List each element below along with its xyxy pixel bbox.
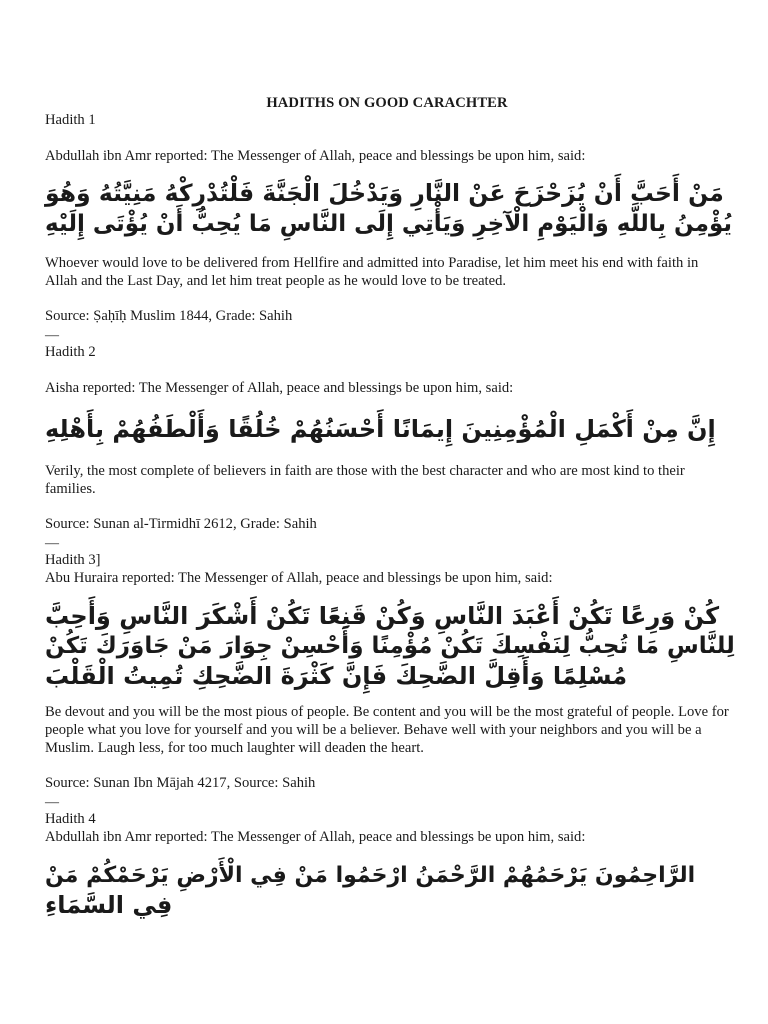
hadith-3-translation: Be devout and you will be the most pious of people. Be content and you will be the most grateful of people. Love for people what you love for yourself and you will be a believer. Behave well with your neighbors and you will be a Muslim. Laugh less, for too much laughter will deaden the heart.	[45, 704, 729, 756]
hadith-2-arabic-line-1: إِنَّ مِنْ أَكْمَلِ الْمُؤْمِنِينَ إِيمَانًا أَحْسَنُهُمْ خُلُقًا وَأَلْطَفُهُمْ بِأَهْلِهِ	[45, 415, 716, 443]
hadith-3-arabic-line-2: لِلنَّاسِ مَا تُحِبُّ لِنَفْسِكَ تَكُنْ مُؤْمِنًا وَأَحْسِنْ جِوَارَ مَنْ جَاوَرَكَ تَكُنْ	[45, 633, 735, 659]
hadith-1-source: Source: Ṣaḥīḥ Muslim 1844, Grade: Sahih	[45, 308, 293, 324]
hadith-4-label: Hadith 4	[45, 811, 96, 827]
hadith-1-label: Hadith 1	[45, 112, 96, 128]
hadith-3-narrator: Abu Huraira reported: The Messenger of Allah, peace and blessings be upon him, said:	[45, 570, 553, 586]
hadith-2-narrator: Aisha reported: The Messenger of Allah, peace and blessings be upon him, said:	[45, 380, 514, 396]
hadith-2-label: Hadith 2	[45, 344, 96, 360]
separator-1: —	[45, 328, 59, 343]
hadith-4-arabic-line-1: الرَّاحِمُونَ يَرْحَمُهُمْ الرَّحْمَنُ ارْحَمُوا مَنْ فِي الْأَرْضِ يَرْحَمْكُمْ مَنْ	[45, 863, 696, 888]
hadith-3-source: Source: Sunan Ibn Mājah 4217, Source: Sahih	[45, 775, 316, 791]
separator-3: —	[45, 795, 59, 810]
hadith-1-arabic-line-1: مَنْ أَحَبَّ أَنْ يُزَحْزَحَ عَنْ النَّارِ وَيَدْخُلَ الْجَنَّةَ فَلْتُدْرِكْهُ مَنِيَّتُهُ وَهُوَ	[45, 179, 724, 207]
document-title: HADITHS ON GOOD CARACHTER	[266, 95, 508, 111]
hadith-4-arabic-line-2: فِي السَّمَاءِ	[45, 891, 173, 919]
separator-2: —	[45, 536, 59, 551]
hadith-4-narrator: Abdullah ibn Amr reported: The Messenger of Allah, peace and blessings be upon him, said:	[45, 829, 586, 845]
hadith-3-arabic-line-3: مُسْلِمًا وَأَقِلَّ الضَّحِكَ فَإِنَّ كَثْرَةَ الضَّحِكِ تُمِيتُ الْقَلْبَ	[45, 662, 628, 690]
hadith-1-narrator: Abdullah ibn Amr reported: The Messenger of Allah, peace and blessings be upon him, said:	[45, 148, 586, 164]
hadith-1-translation: Whoever would love to be delivered from Hellfire and admitted into Paradise, let him meet his end with faith in Allah and the Last Day, and let him treat people as he would love to be treated.	[45, 255, 699, 289]
hadith-3-arabic-line-1: كُنْ وَرِعًا تَكُنْ أَعْبَدَ النَّاسِ وَكُنْ قَنِعًا تَكُنْ أَشْكَرَ النَّاسِ وَأَحِبَّ	[45, 602, 720, 630]
hadith-3-label: Hadith 3]	[45, 552, 101, 568]
hadith-2-translation: Verily, the most complete of believers in faith are those with the best character and who are most kind to their families.	[45, 463, 685, 497]
hadith-1-arabic-line-2: يُؤْمِنُ بِاللَّهِ وَالْيَوْمِ الْآخِرِ وَيَأْتِي إِلَى النَّاسِ مَا يُحِبُّ أَنْ يُؤْتَى إِلَيْهِ	[45, 211, 733, 237]
hadith-2-source: Source: Sunan al-Tirmidhī 2612, Grade: Sahih	[45, 516, 317, 532]
